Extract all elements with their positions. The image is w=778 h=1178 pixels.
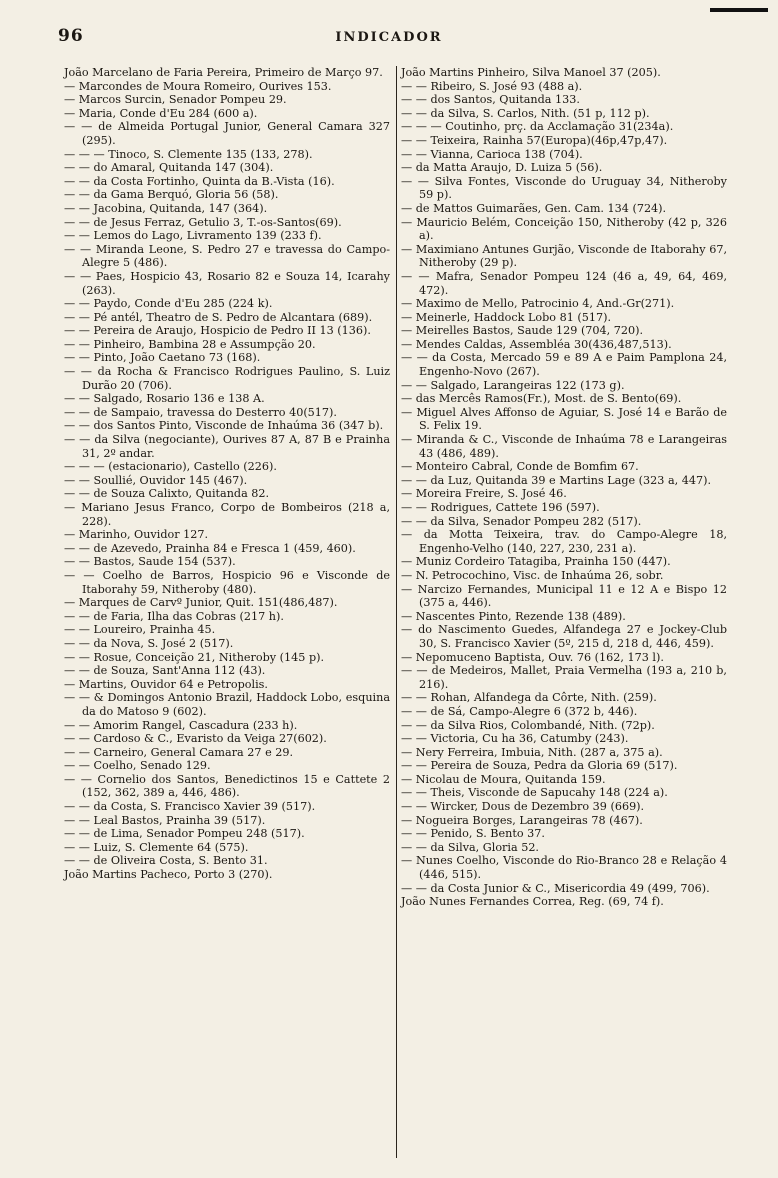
directory-entry: — — Jacobina, Quitanda, 147 (364).: [64, 201, 268, 215]
directory-entry: — Maximiano Antunes Gurjão, Visconde de Itaborahy 67, Nitheroby (29 p).: [401, 242, 727, 270]
running-head: INDICADOR: [335, 30, 443, 45]
directory-entry: — — Pé antél, Theatro de S. Pedro de Alcantara (689).: [64, 310, 373, 324]
directory-entry: — Mendes Caldas, Assembléa 30(436,487,513).: [401, 337, 672, 351]
directory-entry: João Martins Pinheiro, Silva Manoel 37 (205).: [401, 66, 661, 79]
directory-entry: — — do Amaral, Quitanda 147 (304).: [64, 161, 274, 175]
directory-entry: — — de Lima, Senador Pompeu 248 (517).: [64, 827, 305, 841]
directory-entry: — — da Costa, S. Francisco Xavier 39 (517).: [64, 800, 316, 814]
directory-entry: — — Vianna, Carioca 138 (704).: [401, 147, 583, 161]
directory-entry: — — de Sá, Campo-Alegre 6 (372 b, 446).: [401, 704, 638, 718]
directory-entry: — — de Almeida Portugal Junior, General Camara 327 (295).: [64, 120, 390, 147]
directory-entry: — — da Silva, S. Carlos, Nith. (51 p, 112 p).: [401, 106, 650, 120]
directory-entry: — — de Faria, Ilha das Cobras (217 h).: [64, 609, 284, 623]
directory-entry: — Marques de Carvº Junior, Quit. 151(486,487).: [64, 596, 338, 610]
directory-entry: — — Amorim Rangel, Cascadura (233 h).: [64, 718, 298, 732]
directory-entry: — do Nascimento Guedes, Alfandega 27 e Jockey-Club 30, S. Francisco Xavier (5º, 215 d, 218 d, 446, 459).: [401, 623, 727, 650]
directory-entry: — de Mattos Guimarães, Gen. Cam. 134 (724).: [401, 201, 667, 215]
directory-entry: — Muniz Cordeiro Tatagiba, Prainha 150 (447).: [401, 555, 671, 569]
directory-entry: — Moreira Freire, S. José 46.: [401, 487, 567, 501]
left-column: [64, 66, 390, 882]
right-column: [401, 66, 727, 909]
directory-entry: — — Theis, Visconde de Sapucahy 148 (224 a).: [401, 786, 668, 800]
directory-entry: — — — Tinoco, S. Clemente 135 (133, 278).: [64, 147, 313, 161]
top-rule: [710, 8, 768, 12]
directory-entry: — — Pinto, João Caetano 73 (168).: [64, 351, 261, 365]
directory-entry: — — Leal Bastos, Prainha 39 (517).: [64, 813, 266, 827]
directory-entry: — — da Costa Junior & C., Misericordia 49 (499, 706).: [401, 881, 710, 895]
directory-entry: — — Pinheiro, Bambina 28 e Assumpção 20.: [64, 337, 316, 351]
directory-entry: — — Cardoso & C., Evaristo da Veiga 27(602).: [64, 732, 327, 746]
directory-entry: — — da Silva, Gloria 52.: [401, 840, 539, 854]
directory-entry: — Nunes Coelho, Visconde do Rio-Branco 28 e Relação 4 (446, 515).: [401, 854, 727, 882]
directory-entry: — — dos Santos Pinto, Visconde de Inhaúma 36 (347 b).: [64, 419, 384, 433]
directory-entry: — — — (estacionario), Castello (226).: [64, 460, 277, 474]
directory-entry: — — da Luz, Quitanda 39 e Martins Lage (323 a, 447).: [401, 473, 712, 487]
directory-entry: — — Rohan, Alfandega da Côrte, Nith. (259).: [401, 691, 657, 705]
directory-entry: — — dos Santos, Quitanda 133.: [401, 93, 580, 107]
directory-entry: — — Miranda Leone, S. Pedro 27 e travessa do Campo-Alegre 5 (486).: [64, 242, 390, 270]
directory-entry: — Marcos Surcin, Senador Pompeu 29.: [64, 93, 287, 107]
directory-entry: — Mauricio Belém, Conceição 150, Nitheroby (42 p, 326 a).: [401, 215, 727, 243]
directory-entry: — — da Costa, Mercado 59 e 89 A e Paim Pamplona 24, Engenho-Novo (267).: [401, 351, 727, 379]
directory-entry: — Nery Ferreira, Imbuia, Nith. (287 a, 375 a).: [401, 745, 663, 759]
directory-entry: — — Penido, S. Bento 37.: [401, 827, 545, 841]
directory-entry: — Meirelles Bastos, Saude 129 (704, 720).: [401, 324, 644, 338]
directory-entry: — — & Domingos Antonio Brazil, Haddock Lobo, esquina da do Matoso 9 (602).: [64, 691, 390, 718]
directory-entry: — — Loureiro, Prainha 45.: [64, 623, 216, 637]
directory-entry: — Miguel Alves Affonso de Aguiar, S. José 14 e Barão de S. Felix 19.: [401, 405, 727, 433]
directory-entry: — — de Sampaio, travessa do Desterro 40(517).: [64, 405, 337, 419]
directory-entry: — — Rosue, Conceição 21, Nitheroby (145 p).: [64, 650, 325, 664]
directory-entry: — — Salgado, Rosario 136 e 138 A.: [64, 392, 265, 406]
directory-entry: — — Ribeiro, S. José 93 (488 a).: [401, 79, 583, 93]
directory-entry: — — Coelho de Barros, Hospicio 96 e Visconde de Itaborahy 59, Nitheroby (480).: [64, 568, 390, 596]
directory-entry: — — de Oliveira Costa, S. Bento 31.: [64, 854, 268, 868]
directory-entry: — Marinho, Ouvidor 127.: [64, 528, 209, 542]
directory-entry: — — Paydo, Conde d'Eu 285 (224 k).: [64, 297, 273, 311]
directory-entry: — — Carneiro, General Camara 27 e 29.: [64, 745, 294, 759]
directory-entry: — N. Petrocochino, Visc. de Inhaúma 26, sobr.: [401, 568, 664, 582]
directory-entry: — — Luiz, S. Clemente 64 (575).: [64, 840, 249, 854]
directory-entry: João Martins Pacheco, Porto 3 (270).: [64, 868, 273, 882]
directory-entry: — Nascentes Pinto, Rezende 138 (489).: [401, 609, 626, 623]
directory-entry: — — Cornelio dos Santos, Benedictinos 15 e Cattete 2 (152, 362, 389 a, 446, 486).: [64, 772, 390, 800]
directory-entry: — — Rodrigues, Cattete 196 (597).: [401, 501, 600, 514]
directory-entry: — — Bastos, Saude 154 (537).: [64, 555, 236, 569]
directory-entry: — — de Medeiros, Mallet, Praia Vermelha (193 a, 210 b, 216).: [401, 664, 727, 691]
directory-entry: — Narcizo Fernandes, Municipal 11 e 12 A e Bispo 12 (375 a, 446).: [401, 582, 727, 610]
directory-entry: — Miranda & C., Visconde de Inhaúma 78 e Larangeiras 43 (486, 489).: [401, 433, 727, 460]
directory-entry: — — da Silva Rios, Colombandé, Nith. (72p).: [401, 718, 655, 732]
directory-entry: — Monteiro Cabral, Conde de Bomfim 67.: [401, 460, 639, 474]
directory-entry: — — da Gama Berquó, Gloria 56 (58).: [64, 188, 279, 202]
directory-entry: — — Paes, Hospicio 43, Rosario 82 e Souza 14, Icarahy (263).: [64, 269, 390, 297]
directory-entry: — — Pereira de Souza, Pedra da Gloria 69 (517).: [401, 759, 678, 773]
directory-entry: — Maria, Conde d'Eu 284 (600 a).: [64, 106, 258, 120]
directory-entry: — — Pereira de Araujo, Hospicio de Pedro II 13 (136).: [64, 324, 371, 338]
directory-entry: João Marcelano de Faria Pereira, Primeiro de Março 97.: [64, 66, 383, 79]
directory-entry: — — Silva Fontes, Visconde do Uruguay 34, Nitheroby 59 p).: [401, 174, 727, 202]
directory-entry: — — da Nova, S. José 2 (517).: [64, 636, 234, 650]
column-divider: [396, 66, 397, 1158]
directory-entry: — da Matta Araujo, D. Luiza 5 (56).: [401, 161, 603, 175]
directory-entry: — Nepomuceno Baptista, Ouv. 76 (162, 173 l).: [401, 650, 664, 664]
directory-entry: — — Soullié, Ouvidor 145 (467).: [64, 473, 248, 487]
directory-entry: — — Salgado, Larangeiras 122 (173 g).: [401, 378, 625, 392]
directory-entry: — Nicolau de Moura, Quitanda 159.: [401, 772, 606, 786]
directory-entry: — Mariano Jesus Franco, Corpo de Bombeiros (218 a, 228).: [64, 501, 390, 528]
directory-entry: — Nogueira Borges, Larangeiras 78 (467).: [401, 813, 643, 827]
directory-entry: — Marcondes de Moura Romeiro, Ourives 153.: [64, 79, 332, 93]
directory-entry: — Maximo de Mello, Patrocinio 4, And.-Gr(271).: [401, 297, 675, 311]
directory-entry: — — da Silva (negociante), Ourives 87 A, 87 B e Prainha 31, 2º andar.: [64, 433, 390, 460]
directory-entry: — — de Azevedo, Prainha 84 e Fresca 1 (459, 460).: [64, 541, 356, 555]
directory-entry: João Nunes Fernandes Correa, Reg. (69, 74 f).: [401, 895, 664, 909]
directory-entry: — — da Silva, Senador Pompeu 282 (517).: [401, 514, 642, 528]
directory-entry: — — Victoria, Cu ha 36, Catumby (243).: [401, 732, 629, 746]
directory-entry: — — Mafra, Senador Pompeu 124 (46 a, 49, 64, 469, 472).: [401, 269, 727, 297]
directory-entry: — — de Jesus Ferraz, Getulio 3, T.-os-Santos(69).: [64, 215, 342, 229]
directory-entry: — — da Costa Fortinho, Quinta da B.-Vista (16).: [64, 174, 335, 188]
directory-entry: — Martins, Ouvidor 64 e Petropolis.: [64, 677, 268, 691]
directory-entry: — das Mercês Ramos(Fr.), Most. de S. Bento(69).: [401, 392, 682, 406]
directory-entry: — — Coelho, Senado 129.: [64, 759, 211, 773]
directory-entry: — — de Souza Calixto, Quitanda 82.: [64, 487, 270, 501]
directory-entry: — — de Souza, Sant'Anna 112 (43).: [64, 664, 266, 678]
directory-entry: — — Lemos do Lago, Livramento 139 (233 f).: [64, 229, 322, 243]
directory-entry: — — Teixeira, Rainha 57(Europa)(46p,47p,47).: [401, 133, 668, 147]
directory-entry: — — Wircker, Dous de Dezembro 39 (669).: [401, 800, 645, 814]
page-number: 96: [58, 26, 84, 46]
directory-entry: — — da Rocha & Francisco Rodrigues Paulino, S. Luiz Durão 20 (706).: [64, 365, 390, 392]
directory-entry: — Meinerle, Haddock Lobo 81 (517).: [401, 310, 612, 324]
directory-entry: — — — Coutinho, prç. da Acclamação 31(234a).: [401, 120, 674, 134]
directory-entry: — da Motta Teixeira, trav. do Campo-Alegre 18, Engenho-Velho (140, 227, 230, 231 a).: [401, 528, 727, 555]
